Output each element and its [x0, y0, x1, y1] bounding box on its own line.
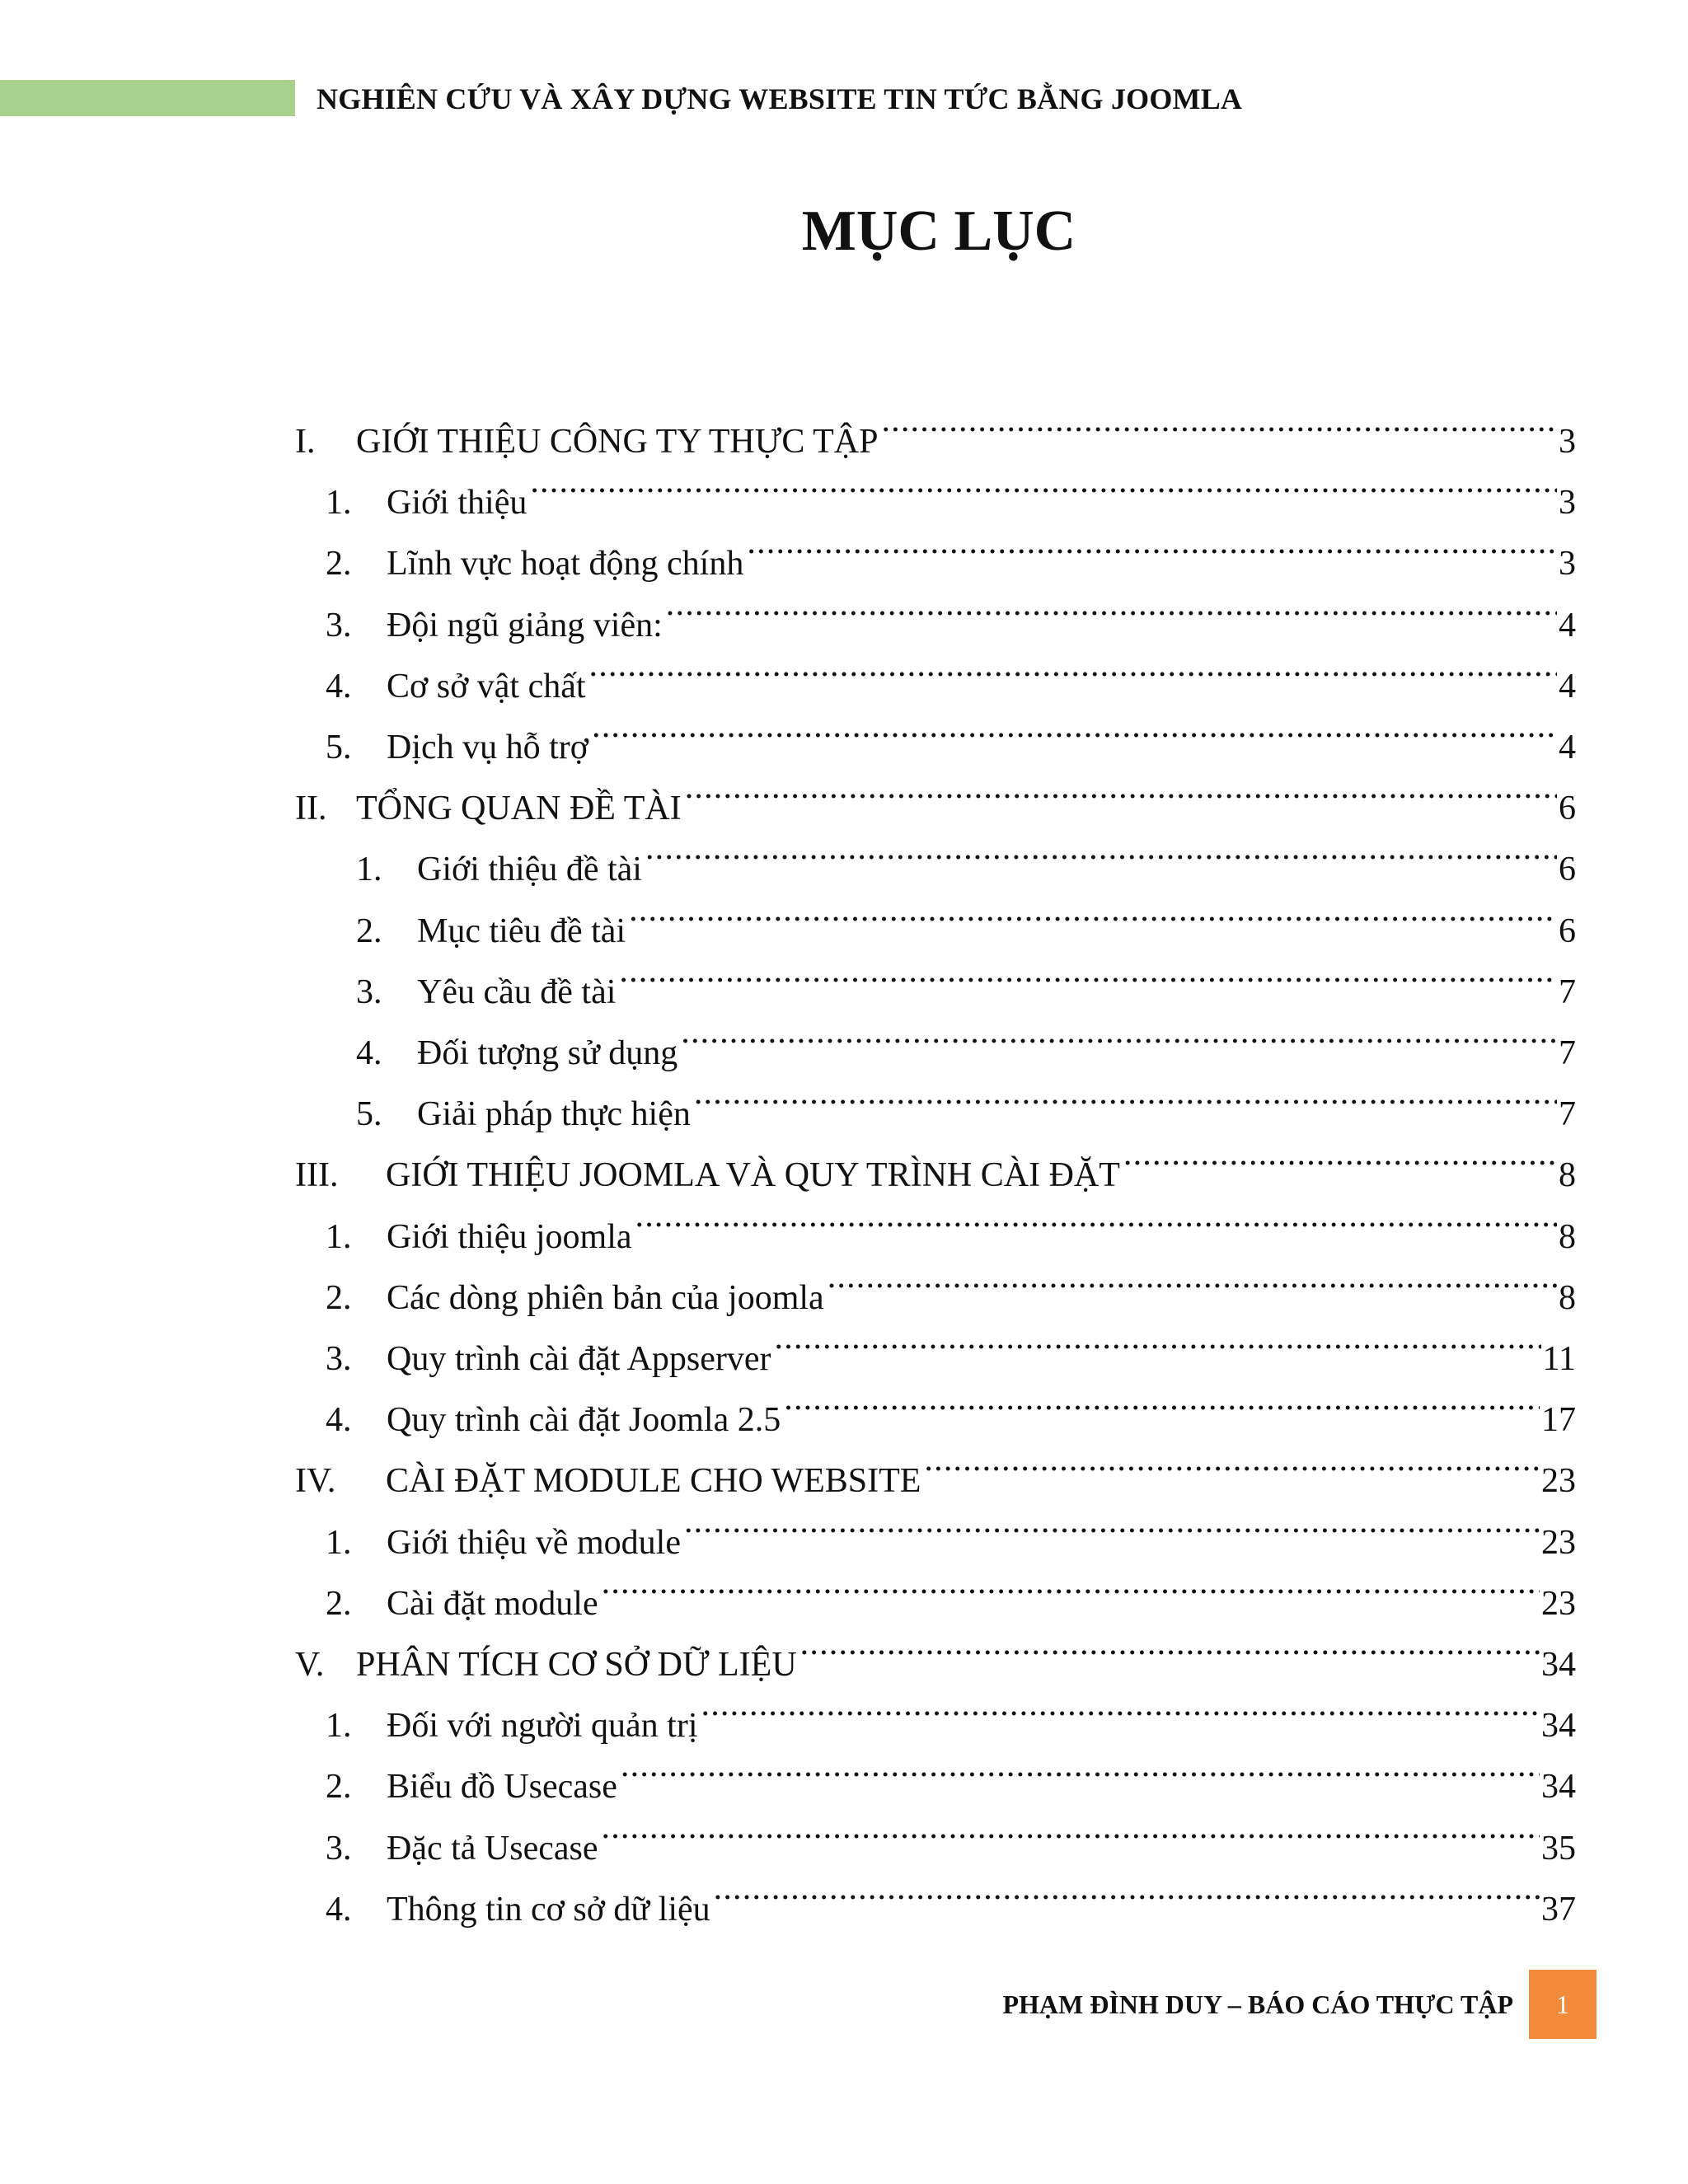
toc-entry-number: 3. [326, 1829, 352, 1868]
toc-entry-number: V. [295, 1646, 325, 1684]
toc-entry-label: Dịch vụ hỗ trợ [387, 729, 589, 766]
toc-entry-page: 34 [1541, 1768, 1576, 1807]
toc-entry-label: Yêu cầu đề tài [417, 972, 617, 1011]
toc-entry-number: 3. [356, 972, 382, 1011]
toc-dot-leader [828, 1248, 1557, 1309]
toc-entry-number: 2. [356, 912, 382, 950]
toc-entry[interactable] [356, 1064, 1576, 1134]
toc-entry[interactable] [326, 636, 1576, 705]
toc-dot-leader [775, 1309, 1541, 1370]
toc-entry-label: Biểu đồ Usecase [387, 1768, 617, 1807]
toc-entry-label: Thông tin cơ sở dữ liệu [387, 1890, 710, 1929]
toc-entry[interactable] [326, 1187, 1576, 1256]
toc-entry[interactable] [326, 697, 1576, 766]
toc-dot-leader [619, 942, 1557, 1003]
toc-dot-leader [530, 452, 1557, 513]
toc-entry-label: GIỚI THIỆU JOOMLA VÀ QUY TRÌNH CÀI ĐẶT [386, 1156, 1120, 1195]
toc-entry[interactable] [326, 1859, 1576, 1929]
toc-entry-number: 3. [326, 1340, 352, 1378]
toc-entry-number: 1. [356, 851, 382, 889]
toc-dot-leader [800, 1615, 1540, 1675]
toc-entry-number: IV. [295, 1462, 336, 1501]
toc-dot-leader [602, 1798, 1540, 1859]
toc-entry-label: Mục tiêu đề tài [417, 912, 626, 950]
toc-heading: MỤC LỤC [801, 199, 1076, 263]
toc-entry-label: Giải pháp thực hiện [417, 1095, 691, 1134]
toc-entry-page: 17 [1541, 1401, 1576, 1440]
toc-entry-label: Đội ngũ giảng viên: [387, 606, 663, 644]
toc-entry[interactable] [326, 452, 1576, 523]
toc-entry-page: 6 [1559, 912, 1576, 950]
toc-dot-leader [1123, 1125, 1557, 1186]
toc-entry-number: 1. [326, 1217, 352, 1256]
toc-entry-page: 6 [1559, 851, 1576, 889]
toc-dot-leader [621, 1736, 1540, 1797]
toc-entry-page: 23 [1541, 1462, 1576, 1501]
toc-dot-leader [684, 1493, 1540, 1554]
toc-entry-label: GIỚI THIỆU CÔNG TY THỰC TẬP [356, 423, 879, 461]
toc-entry-label: Lĩnh vực hoạt động chính [387, 545, 744, 583]
toc-entry-page: 4 [1559, 606, 1576, 644]
toc-entry-page: 35 [1541, 1829, 1576, 1868]
toc-entry-page: 7 [1559, 1095, 1576, 1134]
toc-entry-page: 3 [1559, 545, 1576, 583]
toc-entry-label: Đối tượng sử dụng [417, 1034, 678, 1072]
toc-entry[interactable] [295, 391, 1576, 461]
running-header-title: NGHIÊN CỨU VÀ XÂY DỰNG WEBSITE TIN TỨC BẰNG JOOMLA [316, 82, 1243, 115]
toc-entry[interactable] [356, 942, 1576, 1011]
toc-entry-number: I. [295, 423, 316, 461]
toc-entry-label: PHÂN TÍCH CƠ SỞ DỮ LIỆU [356, 1646, 797, 1684]
toc-entry-label: Giới thiệu về module [387, 1523, 681, 1562]
toc-entry-number: 1. [326, 484, 352, 523]
toc-entry-label: Giới thiệu [387, 484, 528, 523]
toc-entry-page: 3 [1559, 484, 1576, 523]
toc-dot-leader [881, 391, 1557, 452]
toc-entry[interactable] [295, 1615, 1576, 1684]
toc-entry-number: 1. [326, 1707, 352, 1746]
toc-entry-number: III. [295, 1156, 339, 1195]
toc-entry[interactable] [295, 758, 1576, 828]
toc-dot-leader [589, 636, 1557, 697]
toc-entry[interactable] [326, 1554, 1576, 1623]
toc-entry-label: Giới thiệu đề tài [417, 851, 642, 889]
toc-entry-page: 8 [1559, 1278, 1576, 1317]
toc-entry-number: 4. [326, 1401, 352, 1440]
toc-dot-leader [635, 1187, 1557, 1248]
toc-dot-leader [701, 1675, 1540, 1736]
toc-dot-leader [924, 1431, 1540, 1492]
toc-entry-page: 7 [1559, 1034, 1576, 1072]
toc-entry-number: II. [295, 790, 327, 828]
toc-entry-number: 4. [326, 1890, 352, 1929]
toc-entry[interactable] [356, 819, 1576, 889]
toc-dot-leader [602, 1554, 1540, 1615]
header-accent-bar [0, 80, 295, 116]
toc-dot-leader [714, 1859, 1540, 1920]
toc-entry-label: Giới thiệu joomla [387, 1217, 632, 1256]
footer-author-text: PHẠM ĐÌNH DUY – BÁO CÁO THỰC TẬP [1002, 1990, 1513, 2019]
toc-entry-number: 5. [356, 1095, 382, 1134]
toc-entry-number: 2. [326, 1584, 352, 1623]
toc-entry[interactable] [295, 1431, 1576, 1501]
toc-entry[interactable] [326, 575, 1576, 644]
toc-entry[interactable] [295, 1125, 1576, 1195]
toc-dot-leader [666, 575, 1557, 636]
toc-entry-label: Đối với người quản trị [387, 1707, 698, 1746]
toc-entry-page: 23 [1541, 1584, 1576, 1623]
toc-entry-page: 34 [1541, 1707, 1576, 1746]
toc-entry[interactable] [356, 881, 1576, 950]
toc-entry-page: 7 [1559, 972, 1576, 1011]
toc-entry[interactable] [326, 1736, 1576, 1807]
toc-entry-label: Các dòng phiên bản của joomla [387, 1278, 824, 1317]
toc-entry-page: 37 [1541, 1890, 1576, 1929]
toc-entry-label: Cơ sở vật chất [387, 667, 586, 705]
toc-entry-page: 6 [1559, 790, 1576, 828]
toc-entry-page: 8 [1559, 1217, 1576, 1256]
toc-dot-leader [694, 1064, 1557, 1125]
toc-entry-page: 4 [1559, 729, 1576, 766]
toc-dot-leader [592, 697, 1557, 758]
toc-entry-page: 8 [1559, 1156, 1576, 1195]
toc-entry-number: 4. [326, 667, 352, 705]
toc-entry[interactable] [326, 1309, 1576, 1378]
toc-entry-label: TỔNG QUAN ĐỀ TÀI [356, 790, 682, 828]
toc-entry-number: 2. [326, 1278, 352, 1317]
toc-entry[interactable] [326, 1370, 1576, 1440]
toc-entry-number: 4. [356, 1034, 382, 1072]
toc-entry-number: 1. [326, 1523, 352, 1562]
toc-entry-number: 2. [326, 545, 352, 583]
toc-dot-leader [645, 819, 1557, 880]
toc-dot-leader [747, 513, 1557, 574]
toc-entry-label: Cài đặt module [387, 1584, 598, 1623]
toc-entry-label: Quy trình cài đặt Appserver [387, 1340, 771, 1378]
toc-entry-page: 4 [1559, 667, 1576, 705]
toc-entry-number: 3. [326, 606, 352, 644]
toc-dot-leader [629, 881, 1557, 942]
toc-dot-leader [681, 1003, 1557, 1064]
toc-entry-label: Đặc tả Usecase [387, 1829, 598, 1868]
toc-entry[interactable] [326, 1675, 1576, 1746]
toc-entry[interactable] [326, 1493, 1576, 1562]
toc-entry-number: 5. [326, 729, 352, 766]
toc-entry-number: 2. [326, 1768, 352, 1807]
toc-entry-page: 11 [1542, 1340, 1576, 1378]
toc-entry-label: CÀI ĐẶT MODULE CHO WEBSITE [386, 1462, 921, 1501]
toc-entry[interactable] [356, 1003, 1576, 1072]
toc-entry-page: 3 [1559, 423, 1576, 461]
toc-dot-leader [784, 1370, 1540, 1431]
toc-dot-leader [685, 758, 1557, 819]
toc-entry[interactable] [326, 1248, 1576, 1317]
toc-entry[interactable] [326, 513, 1576, 583]
page-number-badge: 1 [1529, 1970, 1597, 2039]
toc-entry[interactable] [326, 1798, 1576, 1868]
toc-entry-label: Quy trình cài đặt Joomla 2.5 [387, 1401, 781, 1440]
toc-entry-page: 23 [1541, 1523, 1576, 1562]
toc-entry-page: 34 [1541, 1646, 1576, 1684]
